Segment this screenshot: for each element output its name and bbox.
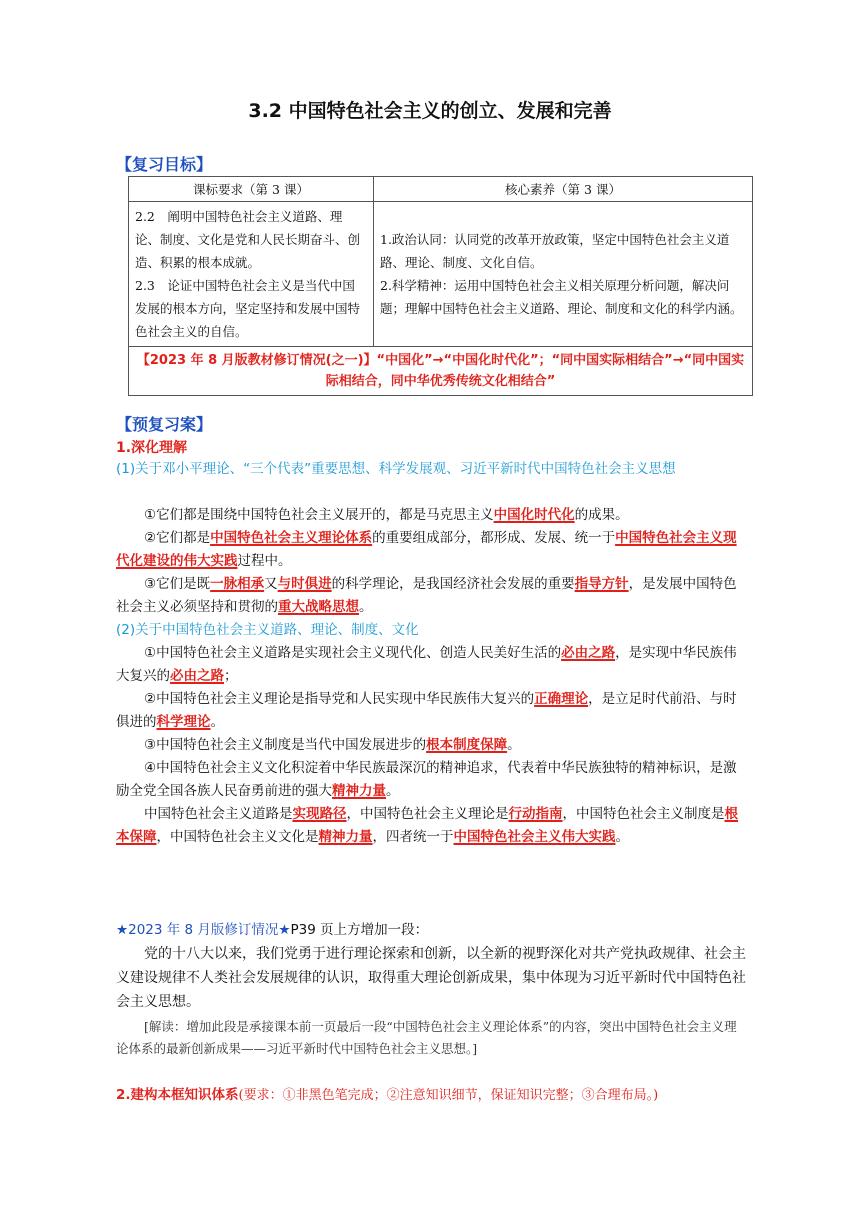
summary-paragraph: 中国特色社会主义道路是实现路径，中国特色社会主义理论是行动指南，中国特色社会主义制度是根本保障，中国特色社会主义文化是精神力量，四者统一于中国特色社会主义伟大实践。 bbox=[116, 806, 738, 845]
blank-answer: 根本保障 bbox=[116, 806, 738, 845]
revision-star-label: ★2023 年 8 月版修订情况★ bbox=[116, 922, 291, 938]
point-system: ③中国特色社会主义制度是当代中国发展进步的根本制度保障。 bbox=[144, 737, 521, 753]
section-2-line bbox=[116, 1084, 748, 1107]
blank-answer: 科学理论 bbox=[156, 714, 211, 730]
col-standard-header: 课标要求（第 3 课） bbox=[129, 177, 374, 202]
blank-answer: 中国特色社会主义理论体系 bbox=[210, 530, 373, 546]
point-1: ①它们都是围绕中国特色社会主义展开的，都是马克思主义中国化时代化的成果。 bbox=[144, 507, 629, 523]
blank-answer: 中国化时代化 bbox=[493, 507, 575, 523]
blank-answer: 精神力量 bbox=[332, 783, 386, 799]
blank-answer: 行动指南 bbox=[508, 806, 563, 822]
point-2: ②它们都是中国特色社会主义理论体系的重要组成部分，都形成、发展、统一于中国特色社会主义现代化建设的伟大实践过程中。 bbox=[116, 530, 737, 569]
blank-answer: 实现路径 bbox=[292, 806, 347, 822]
revision-star-line: ★2023 年 8 月版修订情况★P39 页上方增加一段： bbox=[116, 922, 429, 938]
point-3: ③它们是既一脉相承又与时俱进的科学理论，是我国经济社会发展的重要指导方针，是发展中国特色社会主义必须坚持和贯彻的重大战略思想。 bbox=[116, 576, 737, 615]
point-theory: ②中国特色社会主义理论是指导党和人民实现中华民族伟大复兴的正确理论，是立足时代前沿、与时俱进的科学理论。 bbox=[116, 691, 737, 730]
blank-answer: 必由之路 bbox=[170, 668, 224, 684]
blank-answer: 指导方针 bbox=[574, 576, 629, 592]
deepen-understanding-heading: 1.深化理解 bbox=[116, 440, 188, 456]
col-core-header: 核心素养（第 3 课） bbox=[374, 177, 753, 202]
core-cell bbox=[374, 202, 753, 347]
revision-body: 党的十八大以来，我们党勇于进行理论探索和创新，以全新的视野深化对共产党执政规律、社会主义建设规律不人类社会发展规律的认识，取得重大理论创新成果，集中体现为习近平新时代中国特色社会主义思想。 bbox=[116, 946, 746, 1010]
blank-answer: 必由之路 bbox=[561, 645, 616, 661]
section-2-heading: 2.建构本框知识体系 bbox=[116, 1087, 239, 1103]
blank-answer: 正确理论 bbox=[534, 691, 589, 707]
standard-item: 2.3 论证中国特色社会主义是当代中国发展的根本方向，坚定坚持和发展中国特色社会主义的自信。 bbox=[135, 278, 361, 339]
core-item: 2.科学精神：运用中国特色社会主义相关原理分析问题，解决问题；理解中国特色社会主义道路、理论、制度和文化的科学内涵。 bbox=[380, 278, 743, 316]
point-culture: ④中国特色社会主义文化积淀着中华民族最深沉的精神追求，代表着中华民族独特的精神标识，是激励全党全国各族人民奋勇前进的强大精神力量。 bbox=[116, 760, 737, 799]
blank-answer: 一脉相承 bbox=[210, 576, 265, 592]
question-2: (2)关于中国特色社会主义道路、理论、制度、文化 bbox=[116, 622, 419, 638]
review-goals-heading: 【复习目标】 bbox=[116, 155, 213, 174]
standard-item: 2.2 阐明中国特色社会主义道路、理论、制度、文化是党和人民长期奋斗、创造、积累的根本成就。 bbox=[135, 209, 361, 270]
preview-heading: 【预复习案】 bbox=[116, 415, 213, 434]
point-road: ①中国特色社会主义道路是实现社会主义现代化、创造人民美好生活的必由之路，是实现中华民族伟大复兴的必由之路； bbox=[116, 645, 737, 684]
textbook-revision-note: 【2023 年 8 月版教材修订情况(之一)】“中国化”→“中国化时代化”；“同中国实际相结合”→“同中国实际相结合，同中华优秀传统文化相结合” bbox=[129, 347, 753, 396]
section-2-requirements: (要求：①非黑色笔完成；②注意知识细节，保证知识完整；③合理布局。) bbox=[238, 1088, 659, 1103]
blank-answer: 中国特色社会主义伟大实践 bbox=[453, 829, 616, 845]
standard-cell bbox=[129, 202, 374, 347]
blank-answer: 重大战略思想 bbox=[278, 599, 359, 615]
blank-answer: 根本制度保障 bbox=[426, 737, 508, 753]
review-goals-table bbox=[128, 176, 753, 396]
page-title: 3.2 中国特色社会主义的创立、发展和完善 bbox=[248, 100, 612, 122]
core-item: 1.政治认同：认同党的改革开放政策，坚定中国特色社会主义道路、理论、制度、文化自信。 bbox=[380, 232, 730, 270]
blank-answer: 精神力量 bbox=[318, 829, 373, 845]
question-1: (1)关于邓小平理论、“三个代表”重要思想、科学发展观、习近平新时代中国特色社会主义思想 bbox=[116, 461, 676, 477]
revision-explanation: [解读：增加此段是承接课本前一页最后一段“中国特色社会主义理论体系”的内容，突出中国特色社会主义理论体系的最新创新成果——习近平新时代中国特色社会主义思想。] bbox=[116, 1019, 737, 1056]
blank-answer: 中国特色社会主义现代化建设的伟大实践 bbox=[116, 530, 737, 569]
blank-answer: 与时俱进 bbox=[277, 576, 332, 592]
